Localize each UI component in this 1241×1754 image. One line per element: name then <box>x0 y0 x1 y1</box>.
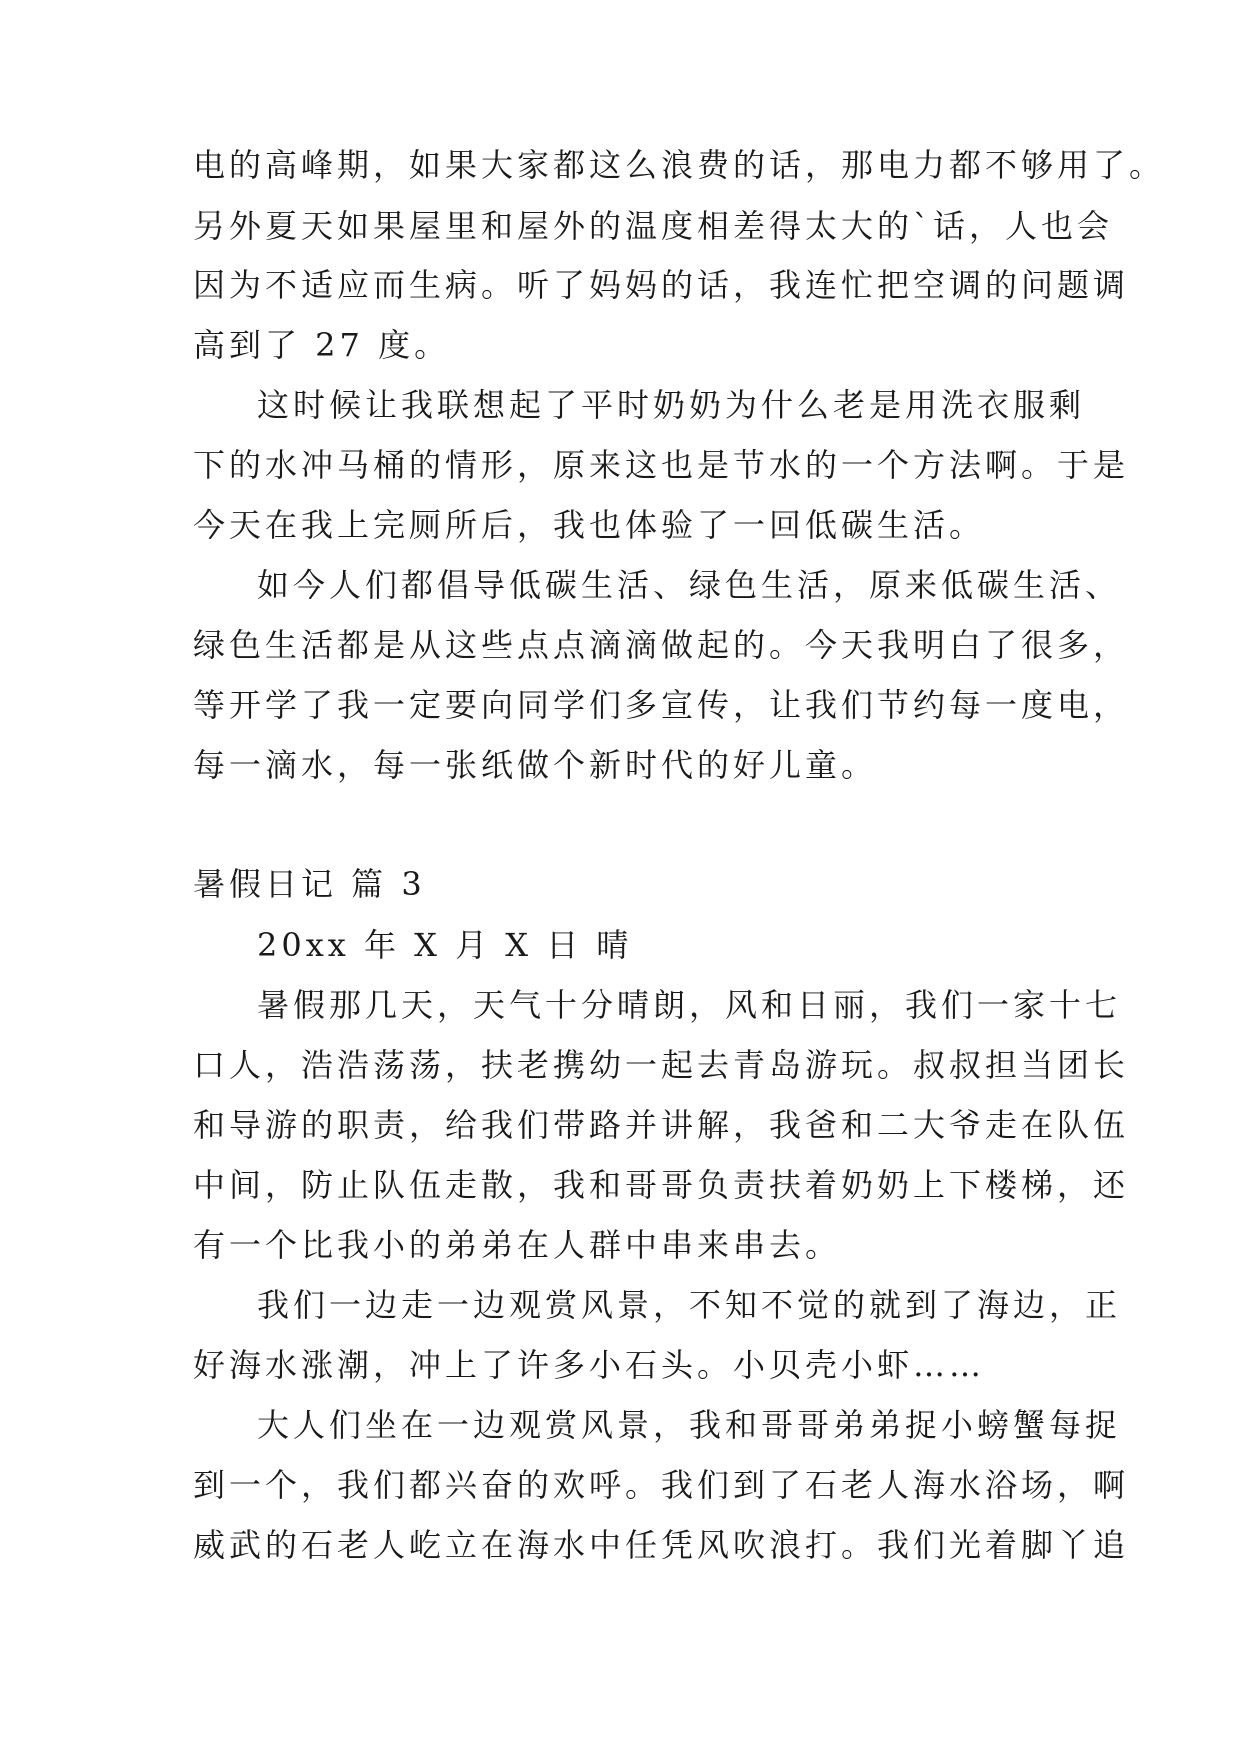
text-line: 中间，防止队伍走散，我和哥哥负责扶着奶奶上下楼梯，还 <box>193 1166 1130 1204</box>
text-line: 等开学了我一定要向同学们多宣传，让我们节约每一度电， <box>193 686 1130 724</box>
text-line: 电的高峰期，如果大家都这么浪费的话，那电力都不够用了。 <box>193 146 1166 184</box>
paragraph-first-line: 我们一边走一边观赏风景，不知不觉的就到了海边，正 <box>257 1286 1122 1324</box>
paragraph-first-line: 这时候让我联想起了平时奶奶为什么老是用洗衣服剩 <box>257 386 1086 424</box>
text-line: 因为不适应而生病。听了妈妈的话，我连忙把空调的问题调 <box>193 266 1130 304</box>
text-line: 和导游的职责，给我们带路并讲解，我爸和二大爷走在队伍 <box>193 1106 1130 1144</box>
text-line: 威武的石老人屹立在海水中任凭风吹浪打。我们光着脚丫追 <box>193 1526 1130 1564</box>
paragraph-first-line: 如今人们都倡导低碳生活、绿色生活，原来低碳生活、 <box>257 566 1122 604</box>
text-line: 每一滴水，每一张纸做个新时代的好儿童。 <box>193 746 878 784</box>
text-line: 高到了 27 度。 <box>193 326 451 364</box>
text-line: 另外夏天如果屋里和屋外的温度相差得太大的`话，人也会 <box>193 207 1114 245</box>
paragraph-first-line: 暑假那几天，天气十分晴朗，风和日丽，我们一家十七 <box>257 986 1122 1024</box>
text-line: 到一个，我们都兴奋的欢呼。我们到了石老人海水浴场，啊 <box>193 1466 1130 1504</box>
text-line: 有一个比我小的弟弟在人群中串来串去。 <box>193 1226 842 1264</box>
text-line: 下的水冲马桶的情形，原来这也是节水的一个方法啊。于是 <box>193 446 1130 484</box>
text-line: 好海水涨潮，冲上了许多小石头。小贝壳小虾…… <box>193 1346 986 1384</box>
section-heading: 暑假日记 篇 3 <box>193 865 426 903</box>
text-line: 绿色生活都是从这些点点滴滴做起的。今天我明白了很多， <box>193 626 1130 664</box>
diary-date-line: 20xx 年 X 月 X 日 晴 <box>257 926 633 964</box>
text-line: 今天在我上完厕所后，我也体验了一回低碳生活。 <box>193 506 986 544</box>
paragraph-first-line: 大人们坐在一边观赏风景，我和哥哥弟弟捉小螃蟹每捉 <box>257 1406 1122 1444</box>
text-line: 口人，浩浩荡荡，扶老携幼一起去青岛游玩。叔叔担当团长 <box>193 1046 1130 1084</box>
